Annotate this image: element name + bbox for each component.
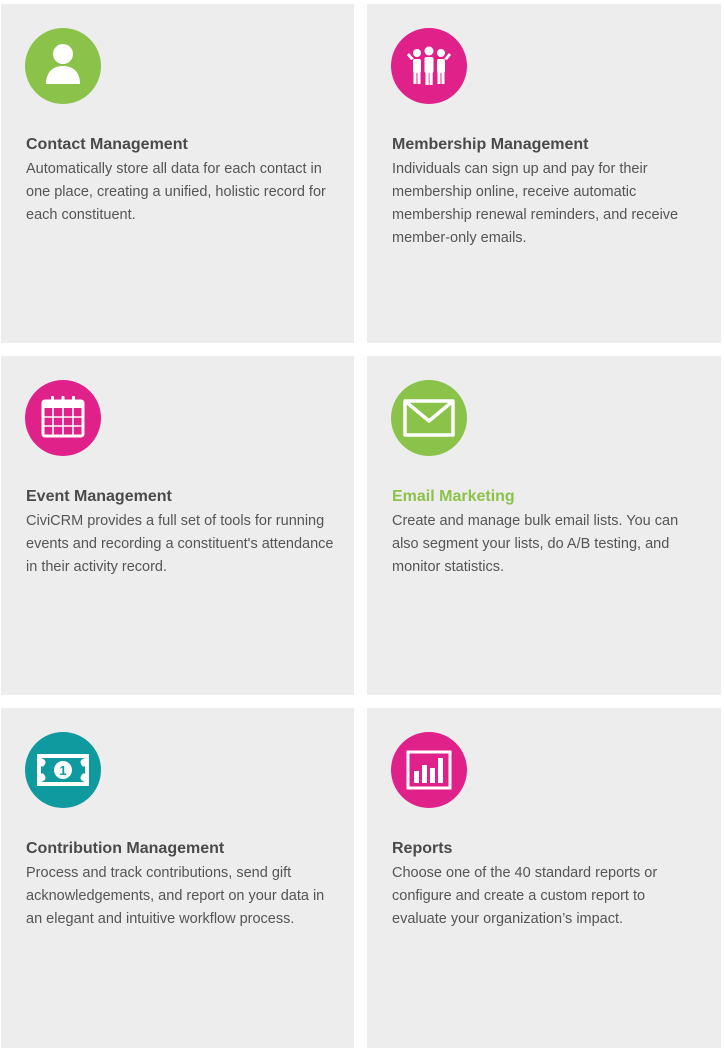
dollar-bill-icon [25, 732, 101, 808]
members-group-icon [391, 28, 467, 104]
card-description: Individuals can sign up and pay for their membership online, receive automatic membership renewal reminders, and receive member-only emails. [392, 161, 679, 246]
card-description: CiviCRM provides a full set of tools for running events and recording a constituent's attendance in their activity record. [26, 513, 334, 575]
feature-card-email-marketing [367, 356, 721, 695]
card-title: Contribution Management [26, 840, 225, 857]
feature-card-reports [367, 708, 721, 1048]
feature-card-event-management [1, 356, 354, 695]
envelope-icon [391, 380, 467, 456]
card-title: Reports [392, 840, 453, 857]
card-title: Contact Management [26, 136, 188, 153]
card-description: Process and track contributions, send gift acknowledgements, and report on your data in an elegant and intuitive workflow process. [26, 865, 325, 927]
bill-digit: 1 [59, 763, 67, 778]
calendar-icon [25, 380, 101, 456]
feature-card-contribution-management [1, 708, 354, 1048]
email-marketing-link[interactable]: Email Marketing [392, 488, 515, 505]
feature-card-membership-management [367, 4, 721, 343]
card-description: Choose one of the 40 standard reports or configure and create a custom report to evaluate your organization’s impact. [392, 865, 658, 927]
card-title: Event Management [26, 488, 172, 505]
card-title: Membership Management [392, 136, 589, 153]
feature-card-contact-management [1, 4, 354, 343]
card-description: Automatically store all data for each contact in one place, creating a unified, holistic record for each constituent. [26, 161, 326, 223]
contact-person-icon [25, 28, 101, 104]
bar-chart-icon [391, 732, 467, 808]
card-description: Create and manage bulk email lists. You can also segment your lists, do A/B testing, and monitor statistics. [392, 513, 679, 575]
